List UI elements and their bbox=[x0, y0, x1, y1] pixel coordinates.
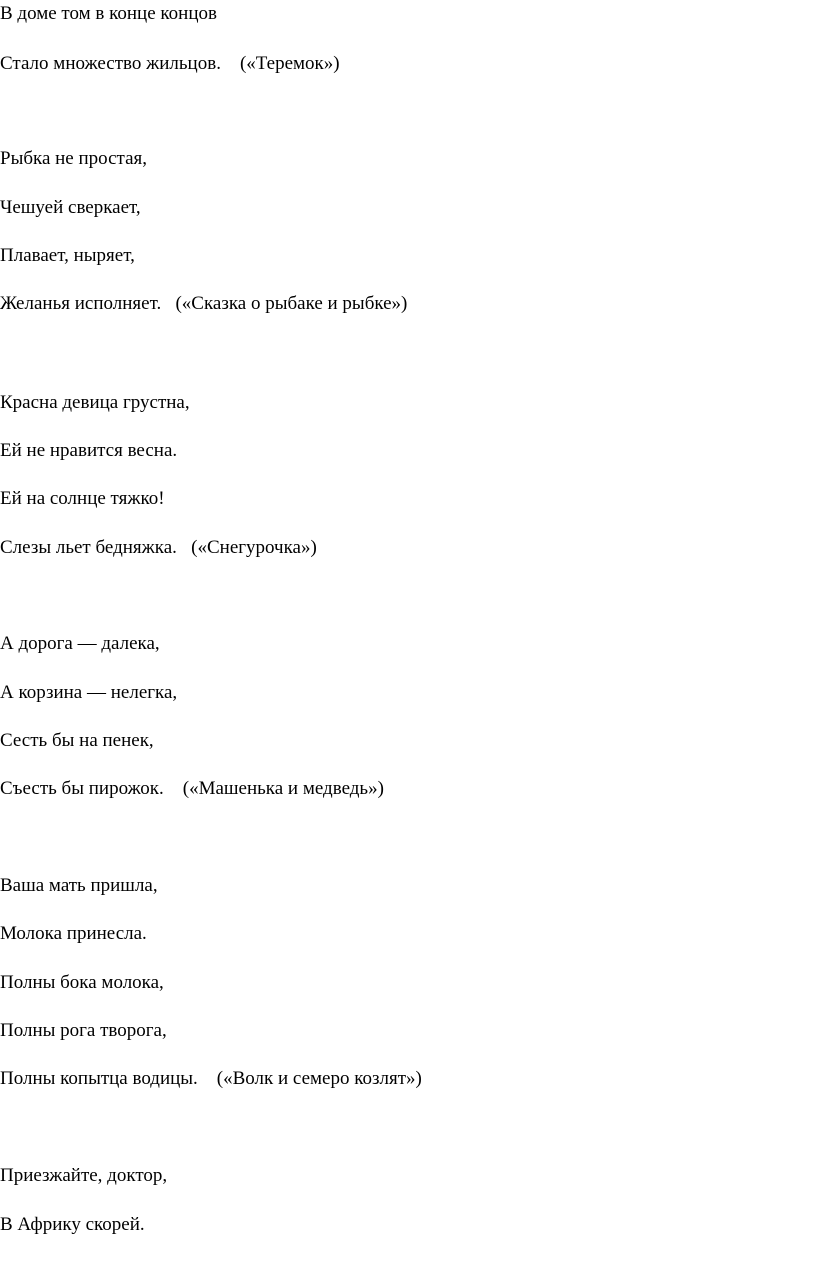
poem-line: А дорога — далека, bbox=[0, 633, 160, 654]
poem-line: Полны копытца водицы. («Волк и семеро козлят») bbox=[0, 1068, 422, 1089]
poem-line: Желанья исполняет. («Сказка о рыбаке и рыбке») bbox=[0, 293, 408, 314]
poem-line: Молока принесла. bbox=[0, 923, 147, 944]
poem-line: Рыбка не простая, bbox=[0, 148, 148, 169]
poem-line: В доме том в конце концов bbox=[0, 3, 217, 24]
poem-line: Полны бока молока, bbox=[0, 972, 164, 993]
poem-line: Ей не нравится весна. bbox=[0, 440, 178, 461]
poem-line: Приезжайте, доктор, bbox=[0, 1165, 168, 1186]
poem-line: Стало множество жильцов. («Теремок») bbox=[0, 53, 340, 74]
poem-line: Съесть бы пирожок. («Машенька и медведь») bbox=[0, 778, 384, 799]
poem-line: Чешуей сверкает, bbox=[0, 197, 141, 218]
poem-line: А корзина — нелегка, bbox=[0, 682, 178, 703]
poem-line: Красна девица грустна, bbox=[0, 392, 190, 413]
poem-line: Слезы льет бедняжка. («Снегурочка») bbox=[0, 537, 317, 558]
poem-line: Полны рога творога, bbox=[0, 1020, 167, 1041]
poem-line: Сесть бы на пенек, bbox=[0, 730, 154, 751]
poem-line: Ваша мать пришла, bbox=[0, 875, 158, 896]
poem-line: В Африку скорей. bbox=[0, 1214, 145, 1235]
poem-line: Плавает, ныряет, bbox=[0, 245, 135, 266]
poem-line: Ей на солнце тяжко! bbox=[0, 488, 165, 509]
